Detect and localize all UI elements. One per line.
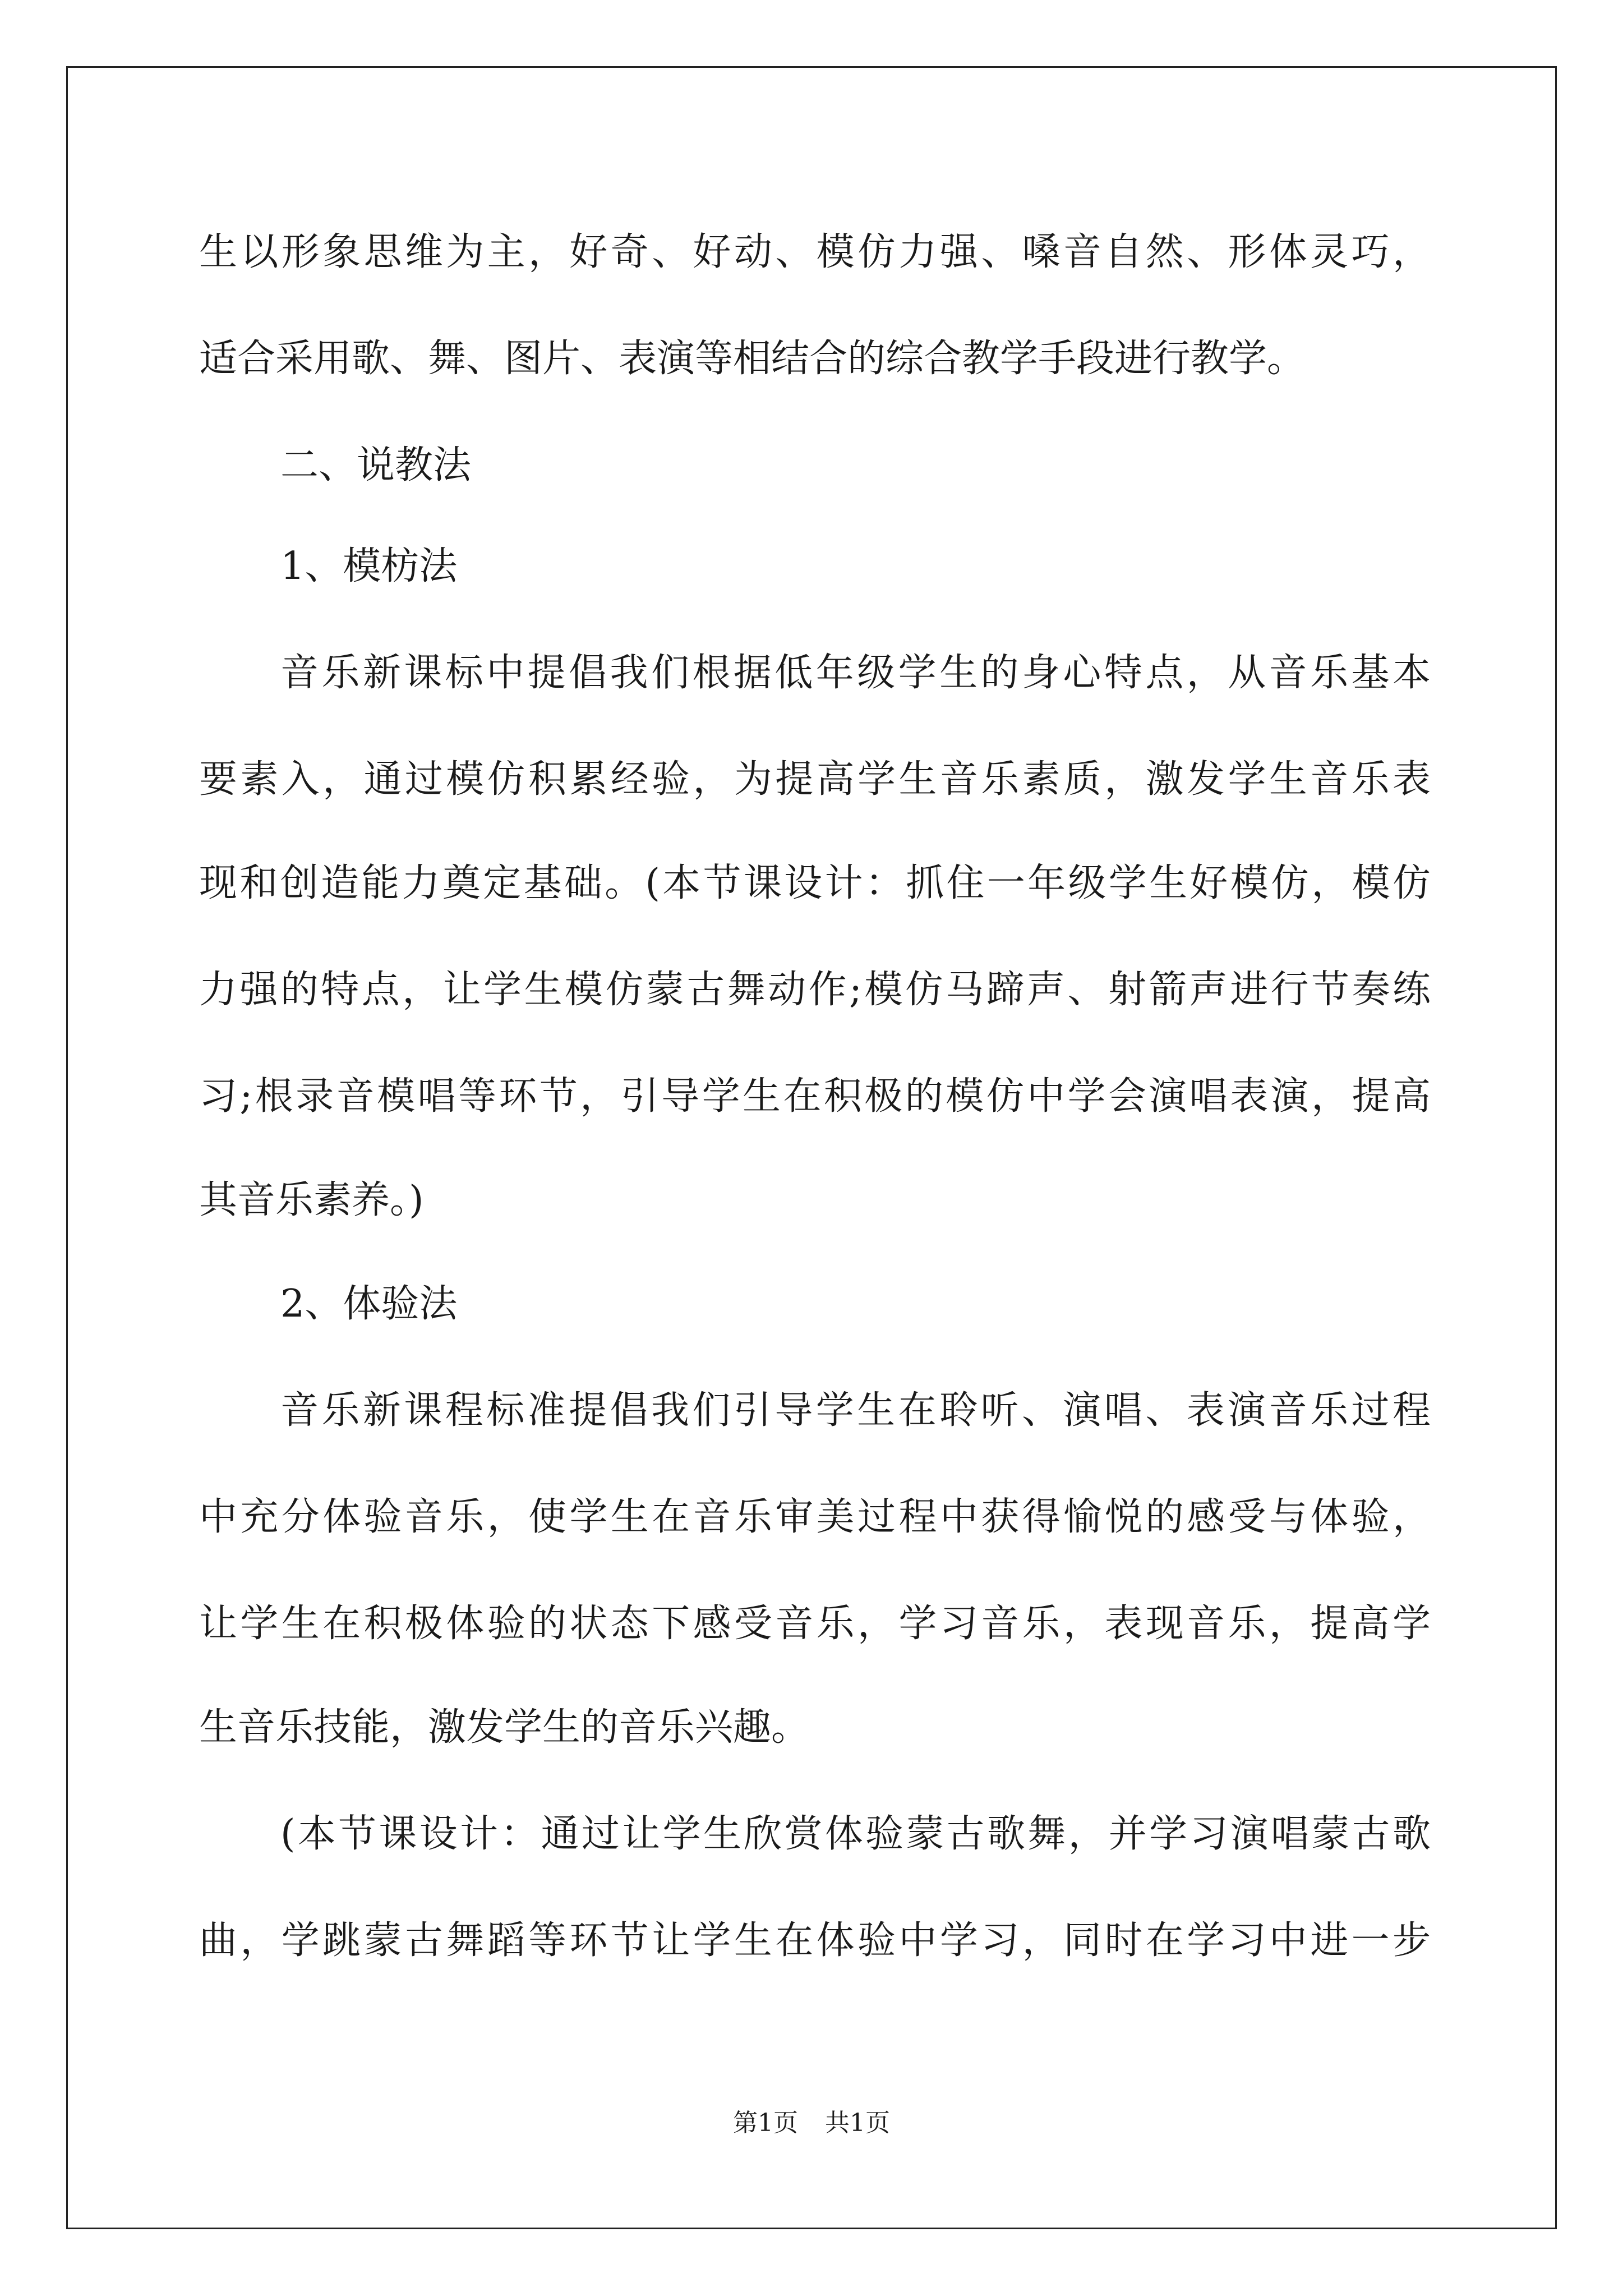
paragraph-line: 生音乐技能，激发学生的音乐兴趣。 — [199, 1705, 810, 1750]
paragraph-line: 习;根录音模唱等环节，引导学生在积极的模仿中学会演唱表演，提高 — [199, 1074, 1431, 1119]
paragraph-line: 生以形象思维为主，好奇、好动、模仿力强、嗓音自然、形体灵巧， — [199, 230, 1431, 274]
paragraph-line: (本节课设计：通过让学生欣赏体验蒙古歌舞，并学习演唱蒙古歌 — [280, 1812, 1431, 1856]
paragraph-line: 适合采用歌、舞、图片、表演等相结合的综合教学手段进行教学。 — [199, 337, 1306, 381]
subsection-heading: 1、模枋法 — [280, 544, 458, 588]
page-total: 共1页 — [825, 2109, 890, 2137]
page-footer — [0, 2106, 1623, 2140]
paragraph-line: 力强的特点，让学生模仿蒙古舞动作;模仿马蹄声、射箭声进行节奏练 — [199, 968, 1431, 1012]
section-heading: 二、说教法 — [280, 443, 472, 487]
paragraph-line: 音乐新课标中提倡我们根据低年级学生的身心特点，从音乐基本 — [280, 651, 1431, 695]
paragraph-line: 中充分体验音乐，使学生在音乐审美过程中获得愉悦的感受与体验， — [199, 1495, 1431, 1539]
paragraph-line: 让学生在积极体验的状态下感受音乐，学习音乐，表现音乐，提高学 — [199, 1602, 1431, 1646]
paragraph-line: 现和创造能力奠定基础。(本节课设计：抓住一年级学生好模仿，模仿 — [199, 861, 1431, 905]
paragraph-line: 其音乐素养。) — [199, 1178, 424, 1222]
subsection-heading: 2、体验法 — [280, 1282, 458, 1326]
paragraph-line: 音乐新课程标准提倡我们引导学生在聆听、演唱、表演音乐过程 — [280, 1388, 1431, 1433]
paragraph-line: 要素入，通过模仿积累经验，为提高学生音乐素质，激发学生音乐表 — [199, 757, 1431, 802]
page-border — [66, 66, 1557, 2229]
paragraph-line: 曲，学跳蒙古舞蹈等环节让学生在体验中学习，同时在学习中进一步 — [199, 1918, 1431, 1963]
page-number: 第1页 — [733, 2109, 798, 2137]
